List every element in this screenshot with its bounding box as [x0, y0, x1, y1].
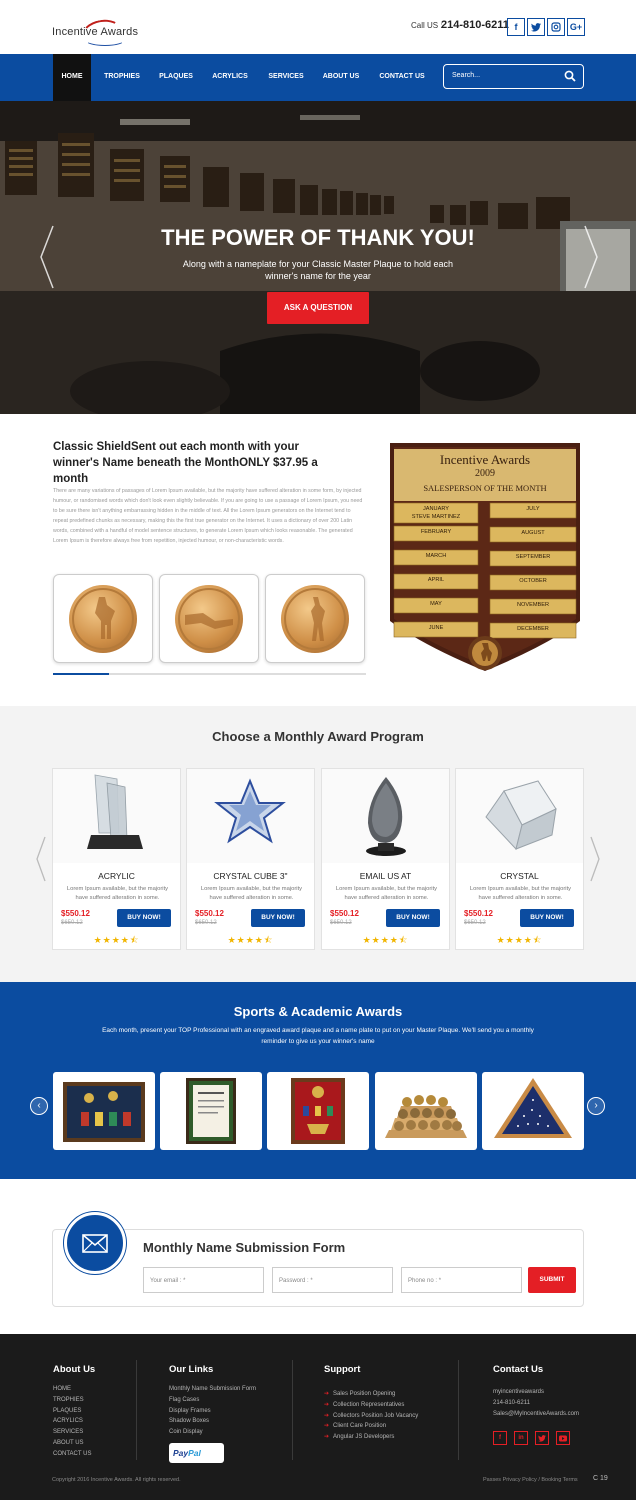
medal-thumb-businessman[interactable]: [53, 574, 153, 663]
card-price: $550.12: [464, 909, 493, 918]
plaque-plate-text: NOVEMBER: [516, 602, 550, 608]
card-title: CRYSTAL: [500, 871, 539, 881]
plaque-plate-april: [394, 574, 478, 589]
nav-item-plaques[interactable]: PLAQUES: [159, 73, 193, 80]
award-program-title: Choose a Monthly Award Program: [212, 729, 424, 744]
plaque-brand: Incentive Awards: [439, 452, 531, 467]
plaque-year: 2009: [475, 468, 495, 479]
contact-email[interactable]: Sales@MyIncentiveAwards.com: [493, 1410, 580, 1417]
card-rating-stars: ★★★★⯪: [496, 935, 543, 945]
plaque-plate-may: [394, 598, 478, 613]
certificate-frame-image: [160, 1072, 262, 1150]
footer-link[interactable]: SERVICES: [53, 1429, 84, 1436]
footer-link[interactable]: Flag Cases: [169, 1396, 200, 1403]
footer-link[interactable]: ➔ Collection Representatives: [324, 1400, 418, 1411]
buy-now-button[interactable]: BUY NOW!: [251, 909, 305, 927]
plaque-plate-text: MARCH: [425, 553, 447, 559]
card-title: CRYSTAL CUBE 3": [213, 871, 288, 881]
card-rating-stars: ★★★★⯪: [227, 935, 274, 945]
plaque-plate-july: [490, 503, 576, 518]
site-logo[interactable]: [52, 20, 152, 42]
military-shadow-box-image: [53, 1072, 155, 1150]
footer-link[interactable]: ACRYLICS: [53, 1418, 83, 1425]
footer-contact-list: [493, 1387, 579, 1419]
plaque-plate-text: OCTOBER: [519, 578, 547, 584]
medal-thumb-handshake[interactable]: [159, 574, 259, 663]
form-title: Monthly Name Submission Form: [143, 1240, 346, 1255]
footer-link[interactable]: Shadow Boxes: [169, 1418, 210, 1425]
card-description: Lorem Ipsum available, but the majority have suffered alteration in some.: [335, 886, 438, 901]
contact-website[interactable]: myincentiveawards: [493, 1389, 545, 1395]
nav-item-home[interactable]: HOME: [53, 54, 91, 101]
card-description: Lorem Ipsum available, but the majority have suffered alteration in some.: [469, 886, 572, 901]
medal-businesswoman-image: [281, 585, 349, 653]
footer-twitter-icon[interactable]: [535, 1431, 549, 1445]
search-icon[interactable]: [564, 70, 576, 82]
sports-prev-arrow-icon[interactable]: ‹: [30, 1097, 48, 1115]
program-prev-arrow-icon[interactable]: [34, 835, 48, 883]
plaque-plate-march: [394, 550, 478, 565]
footer-youtube-icon[interactable]: [556, 1431, 570, 1445]
buy-now-button[interactable]: BUY NOW!: [386, 909, 440, 927]
footer-policy-links[interactable]: Passes Privacy Policy / Booking Terms: [483, 1477, 578, 1483]
email-field[interactable]: Your email : *: [143, 1267, 264, 1293]
header-phone[interactable]: 214-810-6211: [441, 19, 509, 31]
plaque-plate-text: JULY: [526, 506, 540, 512]
ask-question-button[interactable]: ASK A QUESTION: [267, 292, 369, 324]
sport-item-medal-display[interactable]: [267, 1072, 369, 1150]
logo-text: Incentive Awards: [52, 26, 139, 38]
footer-link[interactable]: Monthly Name Submission Form: [169, 1386, 257, 1392]
card-rating-stars: ★★★★⯪: [93, 935, 140, 945]
buy-now-button[interactable]: BUY NOW!: [117, 909, 171, 927]
footer-divider: [292, 1360, 293, 1460]
footer-about-title: About Us: [53, 1364, 96, 1375]
call-us-label: Call US :: [411, 21, 443, 30]
sport-item-certificate-frame[interactable]: [160, 1072, 262, 1150]
crystal-cube-award-image: [456, 769, 583, 863]
crystal-star-award-image: [187, 769, 314, 863]
hero-banner: [0, 101, 636, 414]
paypal-text-a: Pay: [173, 1448, 189, 1458]
footer-link[interactable]: PLAQUES: [53, 1407, 82, 1414]
plaque-plate-august: [490, 527, 576, 542]
instagram-icon[interactable]: [547, 18, 565, 36]
plaque-plate-text: DECEMBER: [517, 626, 549, 632]
product-card-email-us[interactable]: [321, 768, 450, 950]
footer-link[interactable]: CONTACT US: [53, 1450, 92, 1457]
salesperson-plaque-image: [386, 441, 584, 673]
sports-title: Sports & Academic Awards: [233, 1004, 403, 1019]
submit-button[interactable]: SUBMIT: [528, 1267, 576, 1293]
slider-progress-fill: [53, 673, 109, 675]
card-price: $550.12: [195, 909, 224, 918]
card-price: $550.12: [330, 909, 359, 918]
footer-support-title: Support: [324, 1364, 361, 1375]
plaque-plate-november: [490, 599, 576, 614]
plaque-plate-text: MAY: [430, 601, 442, 607]
footer-link[interactable]: Coin Display: [169, 1429, 203, 1436]
nav-item-services[interactable]: SERVICES: [268, 73, 304, 80]
paypal-text-b: Pal: [188, 1448, 201, 1458]
product-card-acrylic[interactable]: [52, 768, 181, 950]
plaque-plate-text: STEVE MARTINEZ: [411, 514, 461, 520]
sports-next-arrow-icon[interactable]: ›: [587, 1097, 605, 1115]
card-title: ACRYLIC: [98, 871, 135, 881]
plaque-plate-text: JANUARY: [422, 506, 450, 512]
phone-field[interactable]: Phone no : *: [401, 1267, 522, 1293]
hero-subtitle: Along with a nameplate for your Classic Master Plaque to hold each winner's name for the year: [182, 259, 454, 281]
nav-item-trophies[interactable]: TROPHIES: [104, 73, 140, 80]
contact-phone[interactable]: 214-810-6211: [493, 1399, 530, 1406]
footer-divider: [458, 1360, 459, 1460]
plaque-plate-text: AUGUST: [521, 530, 545, 536]
footer-link[interactable]: ABOUT US: [53, 1439, 84, 1446]
plaque-caption: SALESPERSON OF THE MONTH: [423, 483, 547, 493]
excellence-award-image: [322, 769, 449, 863]
footer-divider: [136, 1360, 137, 1460]
footer-about-list: [53, 1384, 91, 1460]
footer-link[interactable]: TROPHIES: [53, 1396, 84, 1403]
medal-thumb-businesswoman[interactable]: [265, 574, 365, 663]
plaque-plate-january: [394, 503, 478, 523]
plaque-plate-december: [490, 623, 576, 638]
footer-link[interactable]: Display Frames: [169, 1407, 211, 1414]
program-next-arrow-icon[interactable]: [588, 835, 602, 883]
copyright-text: Copyright 2016 Incentive Awards. All rights reserved.: [52, 1477, 181, 1483]
hero-prev-arrow-icon[interactable]: [37, 224, 57, 290]
footer-link[interactable]: HOME: [53, 1386, 71, 1392]
product-card-crystal-cube[interactable]: [186, 768, 315, 950]
form-envelope-badge: [64, 1212, 126, 1274]
plaque-plate-text: FEBRUARY: [420, 529, 452, 535]
nav-item-acrylics[interactable]: ACRYLICS: [212, 73, 248, 80]
card-old-price: $650.12: [330, 920, 352, 926]
footer-code: C 19: [593, 1475, 608, 1482]
card-title: EMAIL US AT: [359, 871, 412, 881]
footer-links-list: [169, 1384, 256, 1438]
twitter-icon[interactable]: [527, 18, 545, 36]
footer-contact-title: Contact Us: [493, 1364, 544, 1375]
acrylic-award-image: [53, 769, 180, 863]
plaque-plate-june: [394, 622, 478, 637]
paypal-badge: [169, 1443, 224, 1463]
plaque-plate-text: JUNE: [428, 625, 444, 631]
buy-now-button[interactable]: BUY NOW!: [520, 909, 574, 927]
plaque-plate-september: [490, 551, 576, 566]
card-old-price: $650.12: [61, 920, 83, 926]
card-price: $550.12: [61, 909, 90, 918]
nav-item-contact-us[interactable]: CONTACT US: [379, 73, 425, 80]
google-plus-icon[interactable]: G+: [567, 18, 585, 36]
plaque-plate-text: APRIL: [427, 577, 445, 583]
medal-display-case-image: [267, 1072, 369, 1150]
intro-title: Classic ShieldSent out each month with your winner's Name beneath the MonthONLY $37.95 a month: [53, 441, 318, 485]
envelope-icon: [67, 1215, 123, 1271]
card-old-price: $650.12: [195, 920, 217, 926]
search-input[interactable]: [443, 64, 584, 89]
search-placeholder: Search...: [452, 72, 481, 79]
coin-display-stand-image: [375, 1072, 477, 1150]
flag-case-image: [482, 1072, 584, 1150]
medal-handshake-image: [175, 585, 243, 653]
sport-item-coin-display[interactable]: [375, 1072, 477, 1150]
product-card-crystal[interactable]: [455, 768, 584, 950]
footer-support-list: [324, 1389, 418, 1443]
password-field[interactable]: Password : *: [272, 1267, 393, 1293]
main-nav: [0, 54, 636, 101]
facebook-icon[interactable]: f: [507, 18, 525, 36]
footer-facebook-icon[interactable]: f: [493, 1431, 507, 1445]
sports-subtitle: Each month, present your TOP Professional with an engraved award plaque and a name plate to put on your Master Plaque. We'll send you a monthly reminder to give us your winner's name: [102, 1027, 534, 1045]
footer-links-title: Our Links: [169, 1364, 214, 1375]
card-old-price: $650.12: [464, 920, 486, 926]
plaque-plate-october: [490, 575, 576, 590]
sport-item-flag-case[interactable]: [482, 1072, 584, 1150]
card-rating-stars: ★★★★⯪: [362, 935, 409, 945]
nav-item-about-us[interactable]: ABOUT US: [322, 73, 360, 80]
card-description: Lorem Ipsum available, but the majority have suffered alteration in some.: [200, 886, 303, 901]
footer-link[interactable]: ➔ Collectors Position Job Vacancy: [324, 1411, 418, 1422]
plaque-plate-text: SEPTEMBER: [515, 554, 551, 560]
intro-body: There are many variations of passages of Lorem Ipsum available, but the majority have suffered alteration in some form, by injected humour, or randomised words which don't look even slightly believable. If you are going to use a passage of Lorem Ipsum, you need to be sure there isn't anything embarrassing hidden in the middle of text. All the Lorem Ipsum generators on the Internet tend to repeat predefined chunks as necessary, making this the first true generator on the Internet. It uses a dictionary of over 200 Latin words, combined with a handful of model sentence structures, to generate Lorem Ipsum which looks reasonable. The generated Lorem Ipsum is therefore always free from repetition, injected humour, or non-characteristic words.: [53, 488, 363, 544]
footer-linkedin-icon[interactable]: in: [514, 1431, 528, 1445]
sport-item-shadow-box[interactable]: [53, 1072, 155, 1150]
card-description: Lorem Ipsum available, but the majority have suffered alteration in some.: [66, 886, 169, 901]
plaque-plate-february: [394, 526, 478, 541]
footer-link[interactable]: ➔ Client Care Position: [324, 1421, 418, 1432]
hero-title: THE POWER OF THANK YOU!: [161, 225, 475, 250]
medal-businessman-image: [69, 585, 137, 653]
footer-link[interactable]: ➔ Sales Position Opening: [324, 1389, 418, 1400]
footer-link[interactable]: ➔ Angular JS Developers: [324, 1432, 418, 1443]
hero-next-arrow-icon[interactable]: [581, 224, 601, 290]
